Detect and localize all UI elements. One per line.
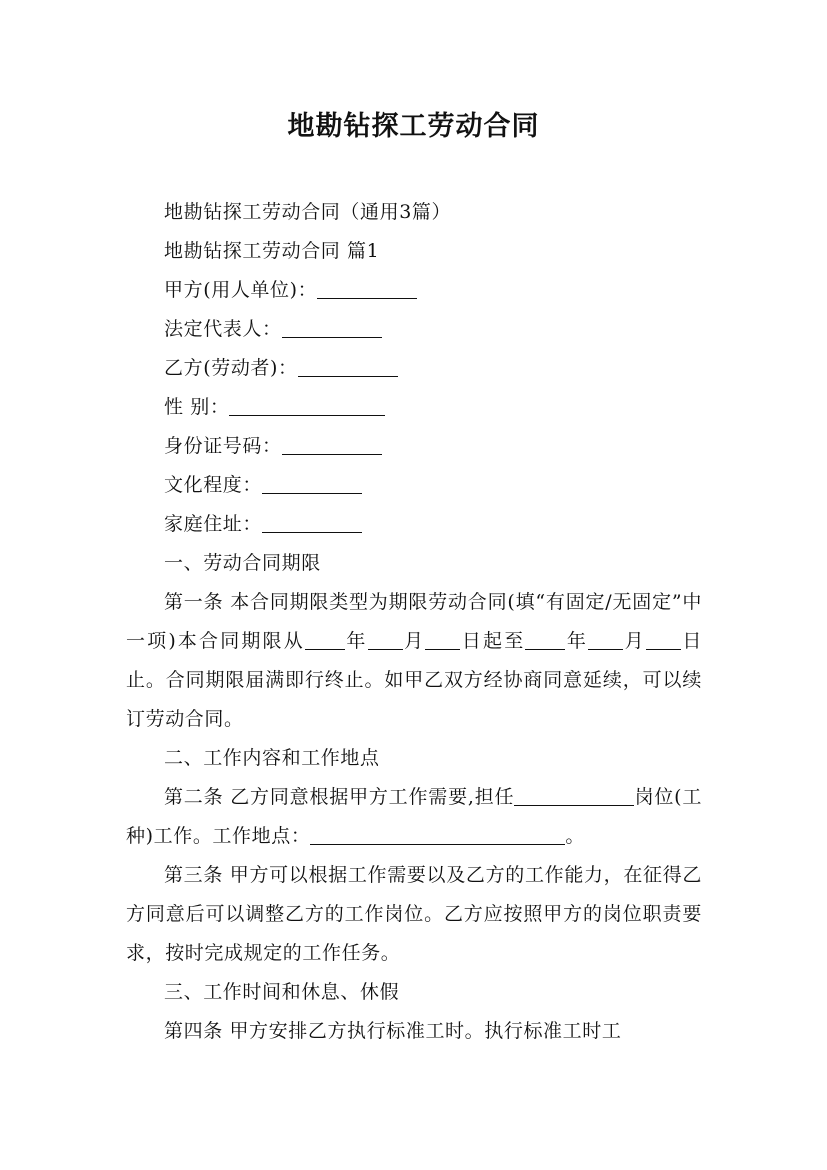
legal-rep-line <box>126 310 702 349</box>
position-blank <box>514 786 634 806</box>
id-blank <box>282 435 382 455</box>
article-2-text-mid: 岗位(工种)工作。工作地点： <box>126 786 702 847</box>
month-label: 月 <box>623 630 646 652</box>
blank <box>425 630 460 650</box>
article-1 <box>126 583 702 739</box>
party-b-blank <box>298 357 398 377</box>
address-line <box>126 505 702 544</box>
document-title: 地勘钻探工劳动合同 <box>287 111 540 142</box>
year-label: 年 <box>565 630 589 652</box>
year-label: 年 <box>344 630 368 652</box>
section-heading-1: 一、劳动合同期限 <box>164 552 321 574</box>
workplace-blank <box>310 825 565 845</box>
address-label: 家庭住址： <box>164 513 263 535</box>
legal-rep-label: 法定代表人： <box>164 318 282 340</box>
section-heading-3: 三、工作时间和休息、休假 <box>164 981 400 1003</box>
party-b-line <box>126 349 702 388</box>
blank <box>588 630 623 650</box>
day-label: 日起至 <box>460 630 526 652</box>
education-line <box>126 466 702 505</box>
article-2 <box>126 778 702 856</box>
id-label: 身份证号码： <box>164 435 282 457</box>
document-body <box>126 193 702 1051</box>
education-blank <box>262 474 362 494</box>
article-1-text-end: 日止。合同期限届满即行终止。如甲乙双方经协商同意延续，可以续订劳动合同。 <box>126 630 703 730</box>
blank <box>525 630 565 650</box>
article-1-text: 第一条 本合同期限类型为期限劳动合同(填“有固定/无固定”中一项)本合同期限从 <box>126 591 702 652</box>
party-b-label: 乙方(劳动者)： <box>164 357 298 379</box>
legal-rep-blank <box>282 318 382 338</box>
id-line <box>126 427 702 466</box>
article-2-text-end: 。 <box>565 825 586 847</box>
party-a-blank <box>317 279 417 299</box>
month-label: 月 <box>402 630 426 652</box>
article-3: 第三条 甲方可以根据工作需要以及乙方的工作能力，在征得乙方同意后可以调整乙方的工作岗位。乙方应按照甲方的岗位职责要求，按时完成规定的工作任务。 <box>126 864 702 964</box>
blank <box>646 630 681 650</box>
section-heading-2: 二、工作内容和工作地点 <box>164 747 380 769</box>
education-label: 文化程度： <box>164 474 263 496</box>
article-4: 第四条 甲方安排乙方执行标准工时。执行标准工时工 <box>164 1020 622 1042</box>
article-2-text: 第二条 乙方同意根据甲方工作需要,担任 <box>164 786 515 808</box>
blank <box>305 630 345 650</box>
gender-line <box>126 388 702 427</box>
gender-blank <box>229 396 385 416</box>
party-a-label: 甲方(用人单位)： <box>164 279 318 301</box>
subtitle-line: 地勘钻探工劳动合同（通用3篇） <box>164 201 452 223</box>
chapter-heading: 地勘钻探工劳动合同 篇1 <box>164 240 380 262</box>
blank <box>368 630 403 650</box>
address-blank <box>262 513 362 533</box>
party-a-line <box>126 271 702 310</box>
gender-label: 性 别： <box>164 396 230 418</box>
